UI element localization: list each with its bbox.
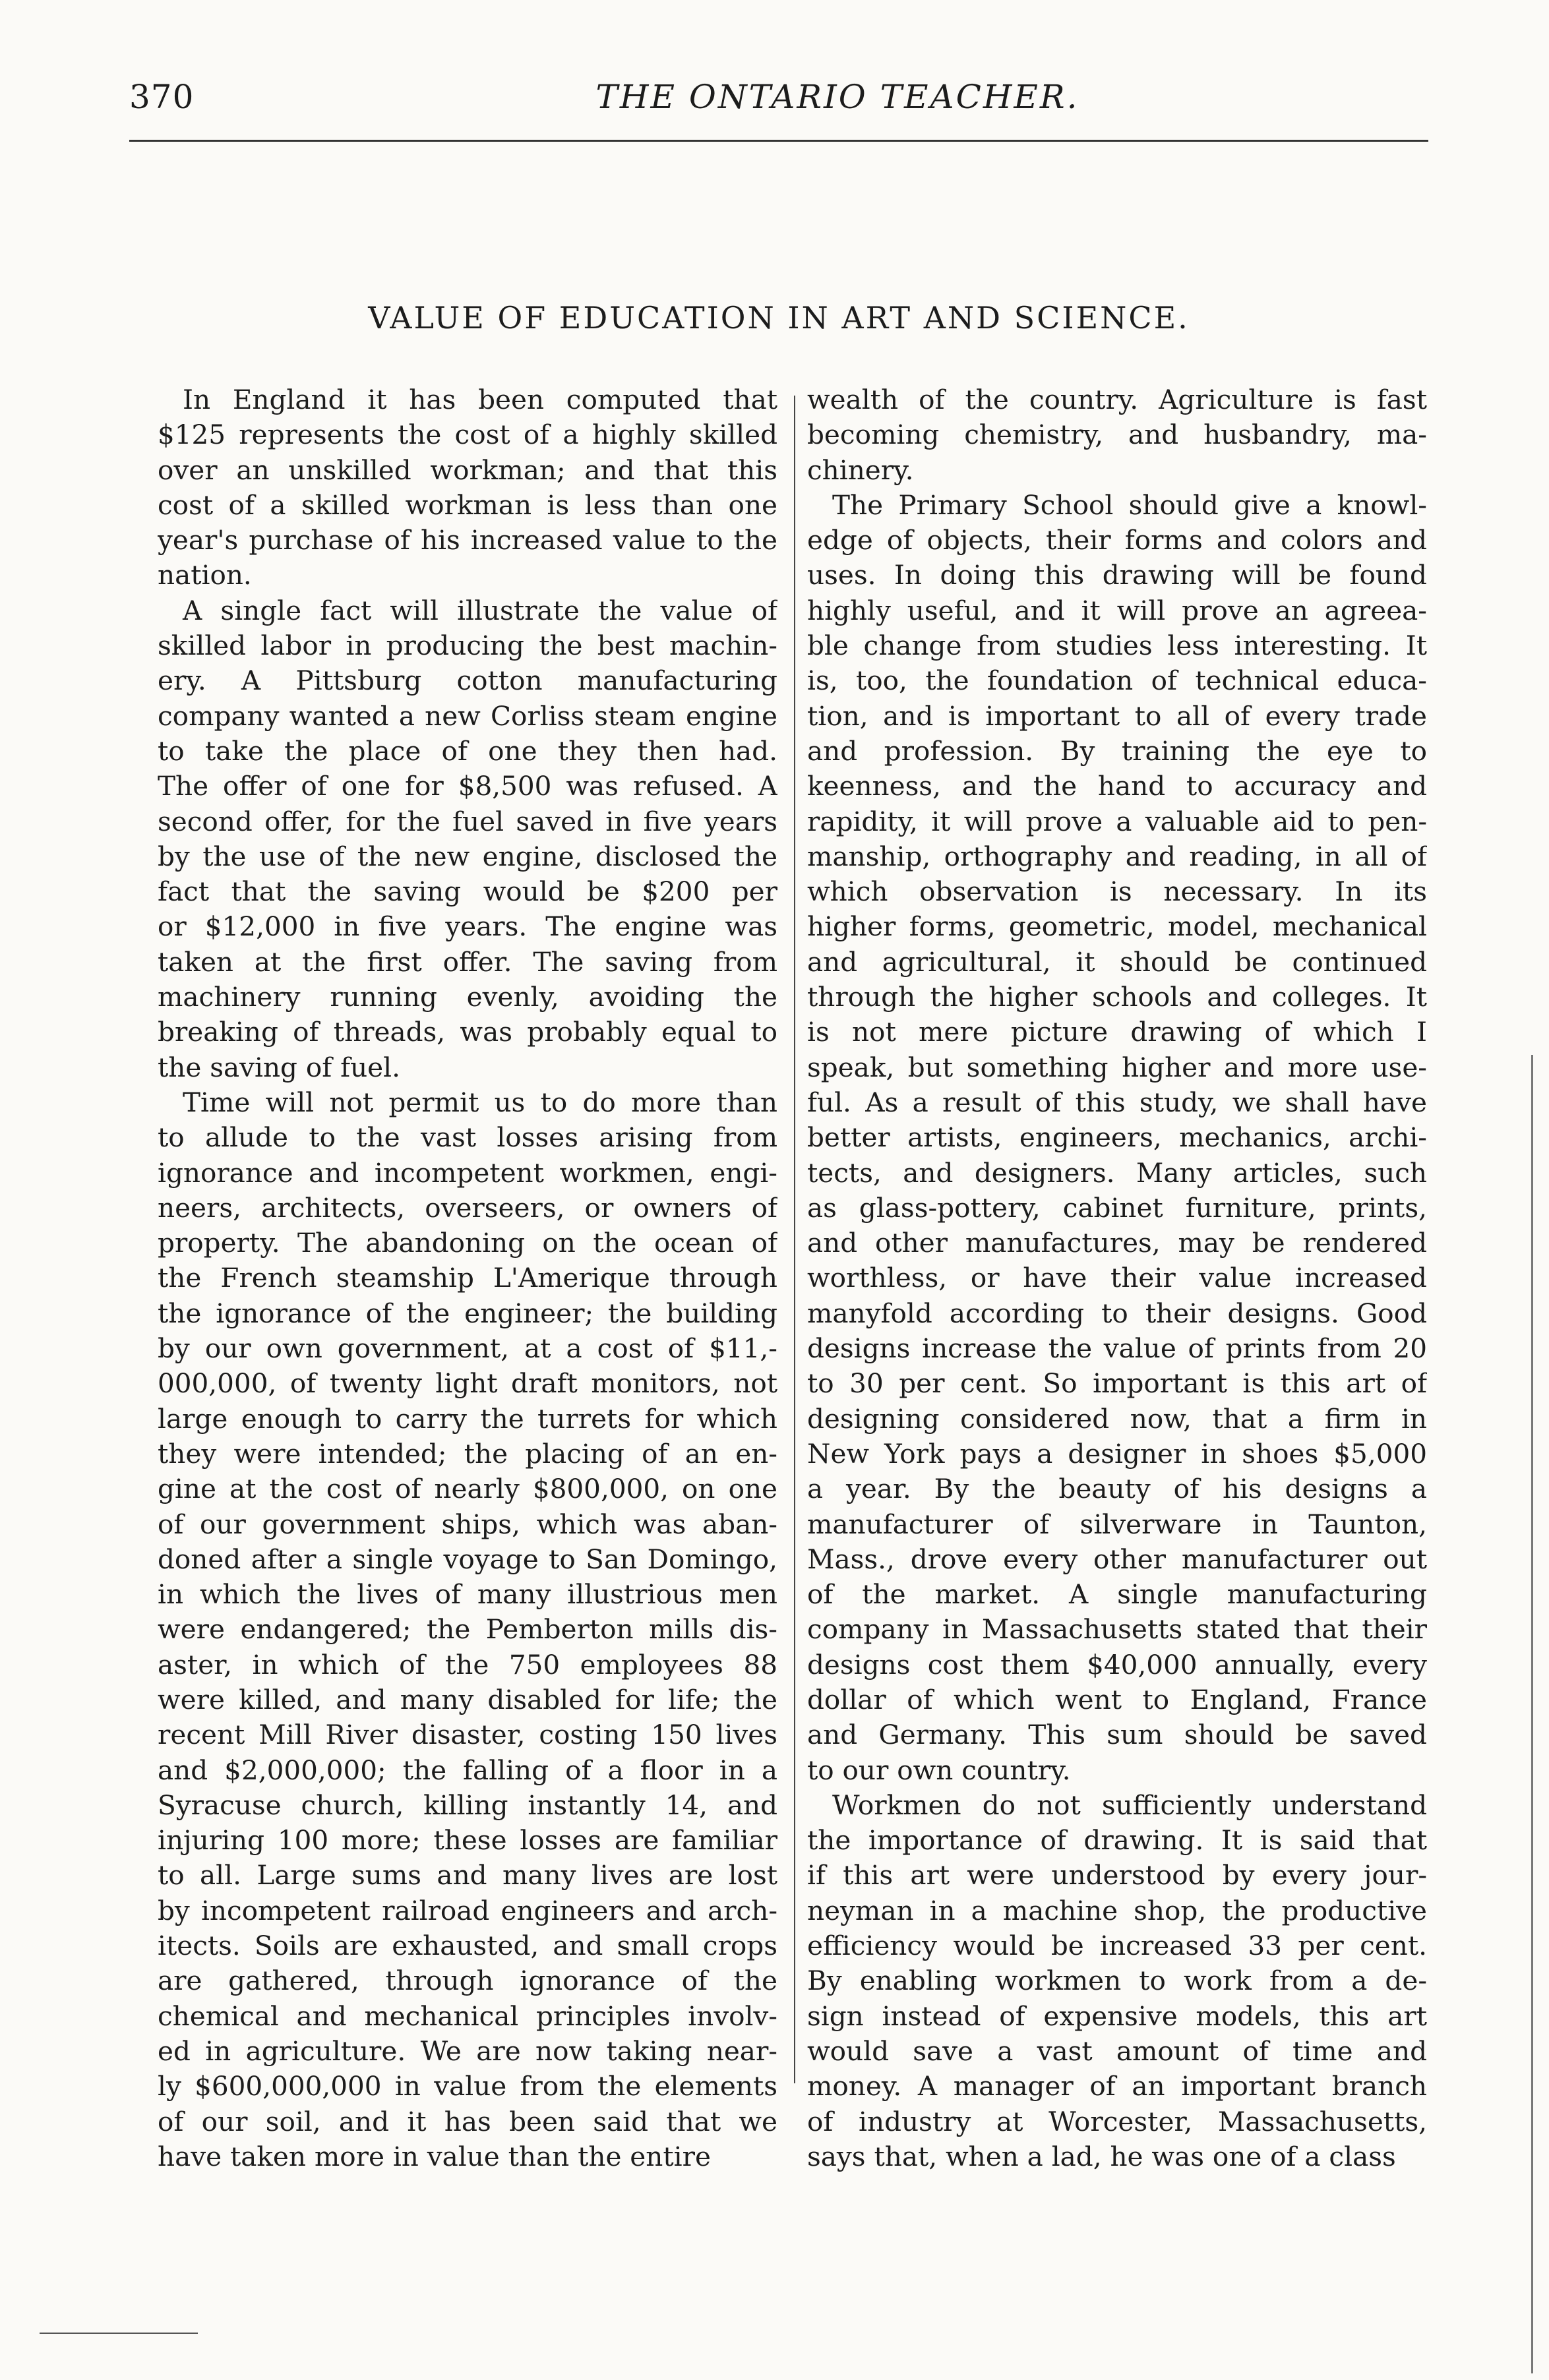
text-line: ed in agriculture. We are now taking near-: [158, 2035, 777, 2067]
text-line: would save a vast amount of time and: [807, 2035, 1427, 2067]
text-line: have taken more in value than the entire: [158, 2140, 711, 2172]
text-line: Time will not permit us to do more than: [183, 1086, 777, 1118]
text-line: itects. Soils are exhausted, and small crops: [158, 1930, 777, 1962]
text-line: uses. In doing this drawing will be found: [807, 559, 1427, 591]
text-line: keenness, and the hand to accuracy and: [807, 770, 1427, 802]
text-line: of industry at Worcester, Massachusetts,: [807, 2105, 1427, 2137]
text-line: property. The abandoning on the ocean of: [158, 1227, 777, 1259]
text-line: ly $600,000,000 in value from the elements: [158, 2070, 777, 2102]
text-line: better artists, engineers, mechanics, archi-: [807, 1121, 1427, 1154]
text-line: in which the lives of many illustrious men: [158, 1578, 777, 1611]
text-line: ful. As a result of this study, we shall have: [807, 1086, 1427, 1118]
text-line: Workmen do not sufficiently understand: [832, 1789, 1427, 1821]
text-line: year's purchase of his increased value to the: [158, 524, 777, 556]
text-line: through the higher schools and colleges. It: [807, 981, 1427, 1013]
article-title: VALUE OF EDUCATION IN ART AND SCIENCE.: [368, 300, 1190, 336]
text-line: rapidity, it will prove a valuable aid to pen-: [807, 805, 1427, 837]
text-line: In England it has been computed that: [183, 384, 777, 415]
text-line: large enough to carry the turrets for which: [158, 1402, 777, 1435]
text-line: they were intended; the placing of an en-: [158, 1437, 777, 1470]
text-line: dollar of which went to England, France: [807, 1683, 1427, 1715]
text-line: higher forms, geometric, model, mechanical: [807, 910, 1427, 943]
text-line: gine at the cost of nearly $800,000, on one: [158, 1473, 777, 1505]
text-line: over an unskilled workman; and that this: [158, 454, 777, 486]
text-line: company in Massachusetts stated that their: [807, 1613, 1427, 1646]
text-line: manufacturer of silverware in Taunton,: [807, 1508, 1427, 1540]
text-line: wealth of the country. Agriculture is fast: [807, 384, 1427, 415]
text-line: company wanted a new Corliss steam engine: [158, 699, 777, 732]
text-line: second offer, for the fuel saved in five years: [158, 805, 777, 837]
text-line: designs cost them $40,000 annually, every: [807, 1648, 1427, 1681]
text-line: and Germany. This sum should be saved: [807, 1719, 1427, 1751]
column-divider: [794, 396, 795, 2083]
text-line: which observation is necessary. In its: [807, 876, 1427, 908]
running-title: THE ONTARIO TEACHER.: [595, 78, 1079, 116]
text-line: by the use of the new engine, disclosed the: [158, 840, 777, 872]
text-line: recent Mill River disaster, costing 150 lives: [158, 1719, 777, 1751]
text-line: are gathered, through ignorance of the: [158, 1965, 777, 1997]
text-line: neyman in a machine shop, the productive: [807, 1894, 1427, 1926]
text-line: by incompetent railroad engineers and arch-: [158, 1894, 777, 1926]
text-line: the ignorance of the engineer; the building: [158, 1297, 777, 1329]
text-line: New York pays a designer in shoes $5,000: [807, 1437, 1427, 1470]
text-line: designs increase the value of prints from 20: [807, 1332, 1427, 1365]
text-line: to take the place of one they then had.: [158, 734, 777, 767]
text-line: to all. Large sums and many lives are lost: [158, 1859, 777, 1891]
header-rule: [129, 140, 1428, 142]
text-line: sign instead of expensive models, this art: [807, 2000, 1427, 2032]
text-line: the saving of fuel.: [158, 1051, 400, 1083]
text-line: to allude to the vast losses arising from: [158, 1121, 777, 1154]
right-column: [807, 382, 1427, 2174]
text-line: skilled labor in producing the best machin-: [158, 630, 777, 662]
text-line: the French steamship L'Amerique through: [158, 1262, 777, 1294]
text-line: of our soil, and it has been said that we: [158, 2105, 777, 2137]
text-line: manyfold according to their designs. Good: [807, 1297, 1427, 1329]
text-line: money. A manager of an important branch: [807, 2070, 1427, 2102]
text-line: The offer of one for $8,500 was refused. A: [158, 770, 777, 802]
text-line: efficiency would be increased 33 per cent.: [807, 1930, 1427, 1962]
text-line: of the market. A single manufacturing: [807, 1578, 1427, 1611]
left-column: [158, 382, 777, 2174]
text-line: says that, when a lad, he was one of a class: [807, 2140, 1396, 2172]
text-line: of our government ships, which was aban-: [158, 1508, 777, 1540]
text-line: were killed, and many disabled for life; the: [158, 1683, 777, 1715]
footer-rule: [40, 2333, 198, 2334]
text-line: highly useful, and it will prove an agreea-: [807, 594, 1427, 626]
text-line: ignorance and incompetent workmen, engi-: [158, 1156, 777, 1189]
text-line: nation.: [158, 559, 252, 591]
text-line: ble change from studies less interesting. It: [807, 630, 1427, 662]
text-line: $125 represents the cost of a highly skilled: [158, 419, 777, 451]
text-line: is not mere picture drawing of which I: [807, 1016, 1427, 1048]
text-line: tion, and is important to all of every trade: [807, 699, 1427, 732]
text-line: cost of a skilled workman is less than one: [158, 489, 777, 521]
text-line: breaking of threads, was probably equal to: [158, 1016, 777, 1048]
text-line: becoming chemistry, and husbandry, ma-: [807, 419, 1427, 451]
text-line: worthless, or have their value increased: [807, 1262, 1427, 1294]
text-line: or $12,000 in five years. The engine was: [158, 910, 777, 943]
text-line: as glass-pottery, cabinet furniture, prints,: [807, 1191, 1427, 1224]
text-line: a year. By the beauty of his designs a: [807, 1473, 1427, 1505]
text-line: Syracuse church, killing instantly 14, and: [158, 1789, 777, 1821]
page-number: 370: [129, 78, 195, 116]
text-line: tects, and designers. Many articles, such: [807, 1156, 1427, 1189]
text-line: and other manufactures, may be rendered: [807, 1227, 1427, 1259]
text-line: the importance of drawing. It is said that: [807, 1824, 1427, 1857]
text-line: and agricultural, it should be continued: [807, 945, 1427, 978]
text-line: to 30 per cent. So important is this art of: [807, 1367, 1427, 1400]
text-line: machinery running evenly, avoiding the: [158, 981, 777, 1013]
margin-rule: [1531, 1055, 1533, 2373]
text-line: by our own government, at a cost of $11,-: [158, 1332, 777, 1365]
text-line: chinery.: [807, 454, 914, 486]
text-line: aster, in which of the 750 employees 88: [158, 1648, 777, 1681]
text-line: speak, but something higher and more use-: [807, 1051, 1427, 1083]
text-line: were endangered; the Pemberton mills dis-: [158, 1613, 777, 1646]
text-line: By enabling workmen to work from a de-: [807, 1965, 1427, 1997]
text-line: and profession. By training the eye to: [807, 734, 1427, 767]
text-line: Mass., drove every other manufacturer out: [807, 1543, 1427, 1575]
text-line: ery. A Pittsburg cotton manufacturing: [158, 665, 777, 697]
text-line: A single fact will illustrate the value of: [183, 594, 777, 626]
text-line: chemical and mechanical principles involv-: [158, 2000, 777, 2032]
text-line: injuring 100 more; these losses are familiar: [158, 1824, 777, 1857]
text-line: manship, orthography and reading, in all of: [807, 840, 1427, 872]
text-line: fact that the saving would be $200 per: [158, 876, 777, 908]
text-line: 000,000, of twenty light draft monitors, not: [158, 1367, 777, 1400]
text-line: doned after a single voyage to San Domingo,: [158, 1543, 777, 1575]
text-line: to our own country.: [807, 1754, 1071, 1786]
text-line: neers, architects, overseers, or owners of: [158, 1191, 777, 1224]
text-line: edge of objects, their forms and colors and: [807, 524, 1427, 556]
text-line: designing considered now, that a firm in: [807, 1402, 1427, 1435]
text-line: The Primary School should give a knowl-: [832, 489, 1427, 521]
text-line: is, too, the foundation of technical educa-: [807, 665, 1427, 697]
text-line: taken at the first offer. The saving from: [158, 945, 777, 978]
text-line: and $2,000,000; the falling of a floor in a: [158, 1754, 777, 1786]
text-line: if this art were understood by every jour-: [807, 1859, 1427, 1891]
